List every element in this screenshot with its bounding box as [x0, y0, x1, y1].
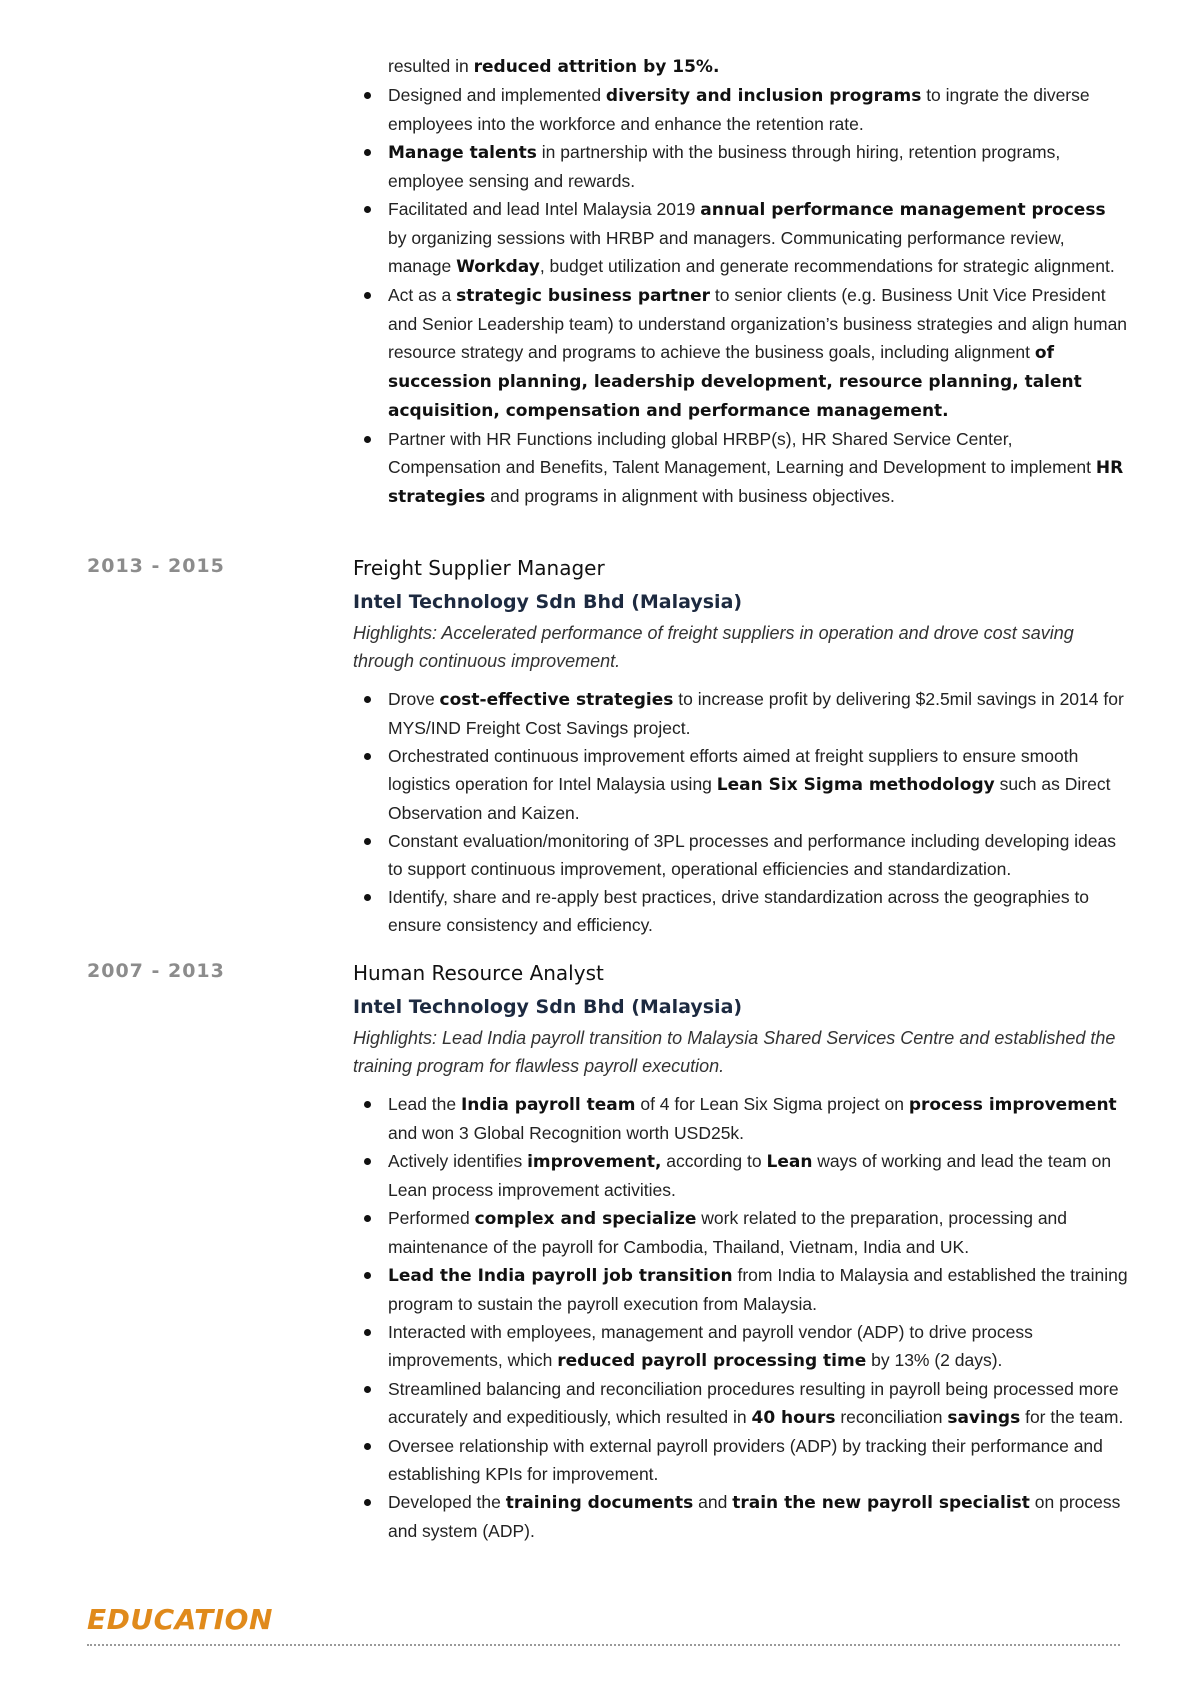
bullet-item: Performed complex and specialize work related to the preparation, processing and maintenance of the payroll for Cambodia, Thailand, Vietnam, India and UK. — [388, 1204, 1133, 1261]
bullet-item: Developed the training documents and train the new payroll specialist on process and system (ADP). — [388, 1488, 1133, 1545]
section-divider — [87, 1644, 1120, 1646]
bold-text: cost-effective strategies — [439, 690, 674, 710]
bullet-item: Oversee relationship with external payroll providers (ADP) by tracking their performance and establishing KPIs for improvement. — [388, 1432, 1133, 1488]
bullet-item: resulted in reduced attrition by 15%. — [388, 56, 720, 77]
bold-text: Manage talents — [388, 143, 537, 163]
bullet-item: Facilitated and lead Intel Malaysia 2019 annual performance management process by organizing sessions with HRBP and managers. Communicating performance review, manage Workday, budget utilization and generate recommendations for strategic alignment. — [388, 195, 1128, 281]
bullet-item: Streamlined balancing and reconciliation procedures resulting in payroll being processed more accurately and expeditiously, which resulted in 40 hours reconciliation savings for the team. — [388, 1375, 1133, 1432]
bold-text: complex and specialize — [474, 1209, 697, 1229]
job-title: Human Resource Analyst — [353, 961, 604, 985]
bold-text: Lean — [766, 1152, 813, 1172]
bullet-item: Orchestrated continuous improvement efforts aimed at freight suppliers to ensure smooth logistics operation for Intel Malaysia using Lean Six Sigma methodology such as Direct Observation and Kaizen. — [388, 742, 1133, 827]
job-years: 2007 - 2013 — [87, 960, 225, 982]
job-highlights: Highlights: Accelerated performance of freight suppliers in operation and drove cost saving through continuous improvement. — [353, 623, 1074, 671]
bold-text: Lead the India payroll job transition — [388, 1266, 733, 1286]
job-content — [353, 553, 1133, 939]
section-title-education: EDUCATION — [87, 1603, 273, 1636]
bullet-item: Designed and implemented diversity and inclusion programs to ingrate the diverse employees into the workforce and enhance the retention rate. — [388, 81, 1128, 138]
bullet-list — [388, 685, 1133, 939]
bold-text: strategic business partner — [456, 286, 711, 306]
job-years: 2013 - 2015 — [87, 555, 225, 577]
bullet-item: Identify, share and re-apply best practices, drive standardization across the geographies to ensure consistency and efficiency. — [388, 883, 1133, 939]
bold-text: 40 hours — [751, 1408, 836, 1428]
bullet-item: Manage talents in partnership with the business through hiring, retention programs, employee sensing and rewards. — [388, 138, 1128, 195]
bold-text: train the new payroll specialist — [732, 1493, 1030, 1513]
bold-text: reduced attrition by 15%. — [473, 57, 720, 77]
bullet-list — [388, 1090, 1133, 1545]
bullet-item: Act as a strategic business partner to senior clients (e.g. Business Unit Vice President and Senior Leadership team) to understand organization’s business strategies and align human resource strategy and programs to achieve the business goals, including alignment of succession planning, leadership development, resource planning, talent acquisition, compensation and performance management. — [388, 281, 1128, 425]
job-bullets — [388, 685, 1133, 939]
bold-text: Lean Six Sigma methodology — [716, 775, 995, 795]
bullet-item: Drove cost-effective strategies to increase profit by delivering $2.5mil savings in 2014 for MYS/IND Freight Cost Savings project. — [388, 685, 1133, 742]
bold-text: training documents — [505, 1493, 694, 1513]
bullet-item: Partner with HR Functions including global HRBP(s), HR Shared Service Center, Compensation and Benefits, Talent Management, Learning and Development to implement HR strategies and programs in alignment with business objectives. — [388, 425, 1128, 511]
bullet-item: Interacted with employees, management and payroll vendor (ADP) to drive process improvements, which reduced payroll processing time by 13% (2 days). — [388, 1318, 1133, 1375]
job-title: Freight Supplier Manager — [353, 556, 605, 580]
job-content — [353, 958, 1133, 1545]
bold-text: reduced payroll processing time — [557, 1351, 867, 1371]
job-company: Intel Technology Sdn Bhd (Malaysia) — [353, 996, 743, 1018]
bold-text: HR strategies — [388, 458, 1124, 507]
bullet-item: Actively identifies improvement, according to Lean ways of working and lead the team on Lean process improvement activities. — [388, 1147, 1133, 1204]
bold-text: savings — [947, 1408, 1021, 1428]
bold-text: of succession planning, leadership development, resource planning, talent acquisition, compensation and performance management. — [388, 343, 1082, 421]
bold-text: Workday — [456, 257, 540, 277]
bold-text: India payroll team — [460, 1095, 636, 1115]
bullet-list — [388, 52, 1128, 511]
bold-text: diversity and inclusion programs — [605, 86, 922, 106]
job-company: Intel Technology Sdn Bhd (Malaysia) — [353, 591, 743, 613]
bullet-item: Constant evaluation/monitoring of 3PL processes and performance including developing ideas to support continuous improvement, operational efficiencies and standardization. — [388, 827, 1133, 883]
bold-text: annual performance management process — [700, 200, 1106, 220]
bullet-item: Lead the India payroll team of 4 for Lean Six Sigma project on process improvement and won 3 Global Recognition worth USD25k. — [388, 1090, 1133, 1147]
job-bullets — [388, 1090, 1133, 1545]
bold-text: improvement, — [527, 1152, 662, 1172]
bold-text: process improvement — [908, 1095, 1117, 1115]
bullet-item: Lead the India payroll job transition from India to Malaysia and established the training program to sustain the payroll execution from Malaysia. — [388, 1261, 1133, 1318]
job-highlights: Highlights: Lead India payroll transition to Malaysia Shared Services Centre and established the training program for flawless payroll execution. — [353, 1028, 1116, 1076]
continued-bullet-list — [388, 52, 1128, 511]
